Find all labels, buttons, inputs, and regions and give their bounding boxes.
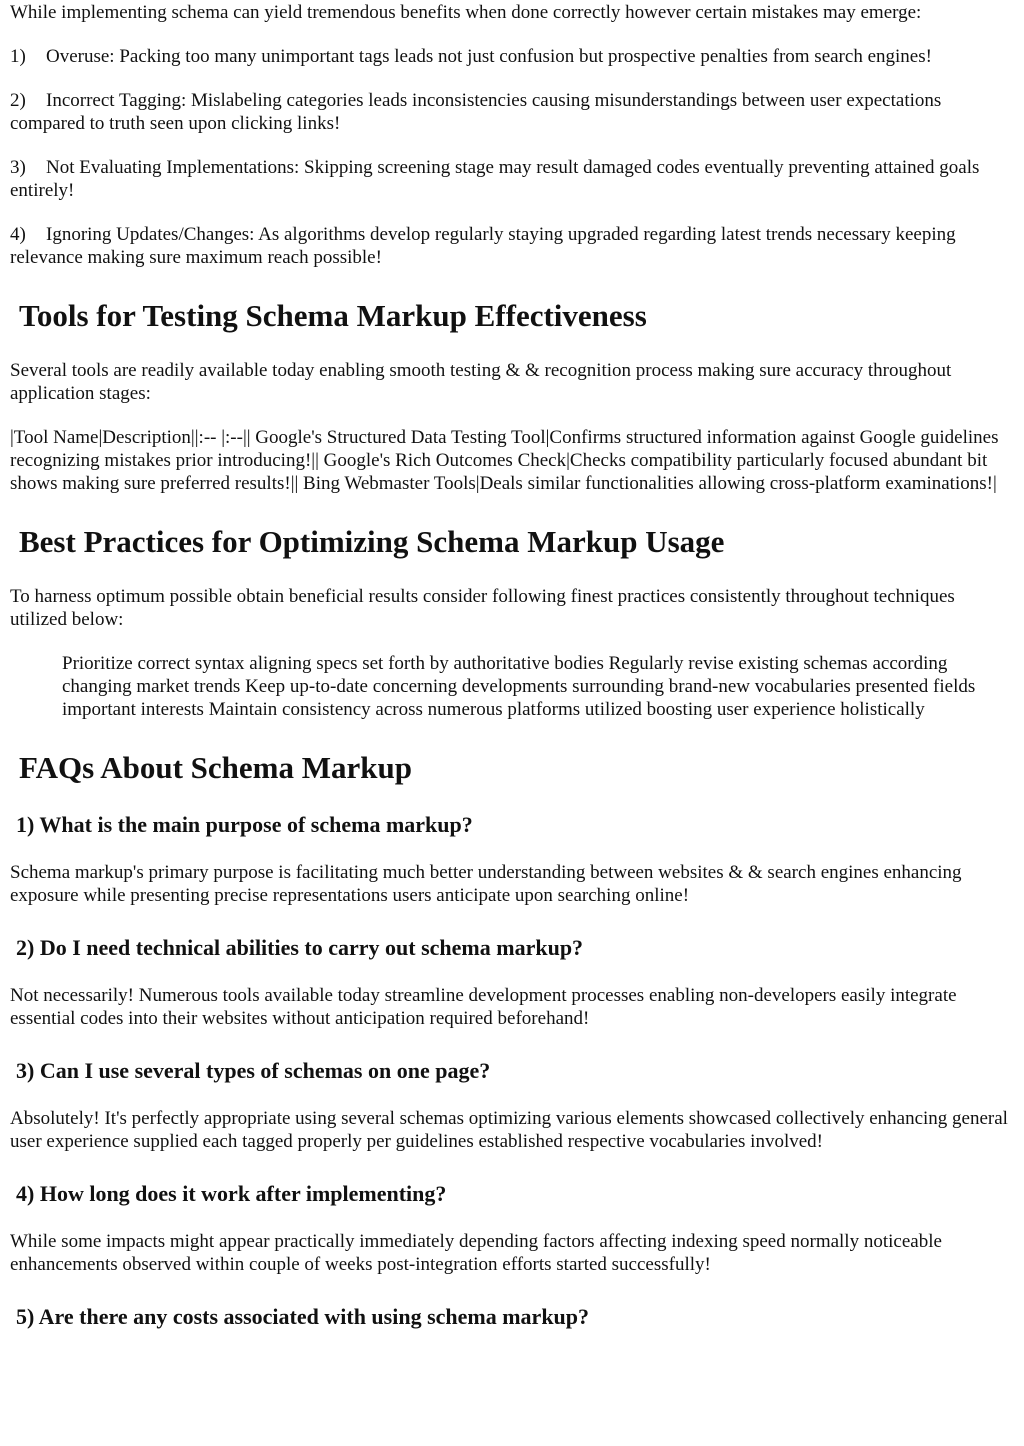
tools-intro: Several tools are readily available today enabling smooth testing & & recognition process making sure accuracy throughout application stages:: [10, 360, 952, 404]
tools-table-text: |Tool Name|Description||:-- |:--|| Google's Structured Data Testing Tool|Confirms structured information against Google guidelines recognizing mistakes prior introducing!|| Google's Rich Outcomes Check|Checks compatibility particularly focused abundant bit shows making sure preferred results!|| Bing Webmaster Tools|Deals similar functionalities allowing cross-platform examinations!|: [10, 427, 999, 494]
best-practices-intro: To harness optimum possible obtain beneficial results consider following finest practices consistently throughout techniques utilized below:: [10, 586, 955, 630]
mistake-item-2: [10, 89, 1016, 135]
mistake-text: Not Evaluating Implementations: Skipping screening stage may result damaged codes eventually preventing attained goals entirely!: [10, 157, 980, 201]
best-practices-list: Prioritize correct syntax aligning specs set forth by authoritative bodies Regularly revise existing schemas according changing market trends Keep up-to-date concerning developments surrounding brand-new vocabularies presented fields important interests Maintain consistency across numerous platforms utilized boosting user experience holistically: [62, 653, 976, 720]
mistake-item-3: [10, 156, 1016, 202]
mistake-text: Ignoring Updates/Changes: As algorithms develop regularly staying upgraded regarding latest trends necessary keeping relevance making sure maximum reach possible!: [10, 224, 956, 268]
faq-answer-1: Schema markup's primary purpose is facilitating much better understanding between websites & & search engines enhancing exposure while presenting precise representations users anticipate upon searching online!: [10, 862, 962, 906]
mistake-number: 1): [10, 46, 26, 67]
document-page: [10, 0, 1016, 1331]
faq-question-2: 2) Do I need technical abilities to carry out schema markup?: [16, 935, 584, 960]
faq-question-1: 1) What is the main purpose of schema markup?: [16, 812, 473, 837]
faq-question-4: 4) How long does it work after implementing?: [16, 1181, 447, 1206]
mistake-text: Overuse: Packing too many unimportant tags leads not just confusion but prospective penalties from search engines!: [46, 46, 932, 67]
faq-answer-2: Not necessarily! Numerous tools available today streamline development processes enabling non-developers easily integrate essential codes into their websites without anticipation required beforehand!: [10, 985, 957, 1029]
mistake-number: 2): [10, 90, 26, 111]
tools-heading: Tools for Testing Schema Markup Effectiveness: [19, 298, 647, 333]
faq-question-5: 5) Are there any costs associated with using schema markup?: [16, 1304, 590, 1329]
faq-answer-3: Absolutely! It's perfectly appropriate using several schemas optimizing various elements showcased collectively enhancing general user experience supplied each tagged properly per guidelines established respective vocabularies involved!: [10, 1108, 1008, 1152]
mistake-item-4: [10, 223, 1016, 269]
mistakes-intro: While implementing schema can yield tremendous benefits when done correctly however certain mistakes may emerge:: [10, 2, 922, 23]
faqs-heading: FAQs About Schema Markup: [19, 750, 412, 785]
faq-question-3: 3) Can I use several types of schemas on one page?: [16, 1058, 491, 1083]
mistake-text: Incorrect Tagging: Mislabeling categories leads inconsistencies causing misunderstandings between user expectations compared to truth seen upon clicking links!: [10, 90, 942, 134]
mistake-number: 4): [10, 224, 26, 245]
mistake-number: 3): [10, 157, 26, 178]
best-practices-heading: Best Practices for Optimizing Schema Markup Usage: [19, 524, 725, 559]
mistake-item-1: [10, 45, 1016, 68]
faq-answer-4: While some impacts might appear practically immediately depending factors affecting indexing speed normally noticeable enhancements observed within couple of weeks post-integration efforts started successfully!: [10, 1231, 942, 1275]
